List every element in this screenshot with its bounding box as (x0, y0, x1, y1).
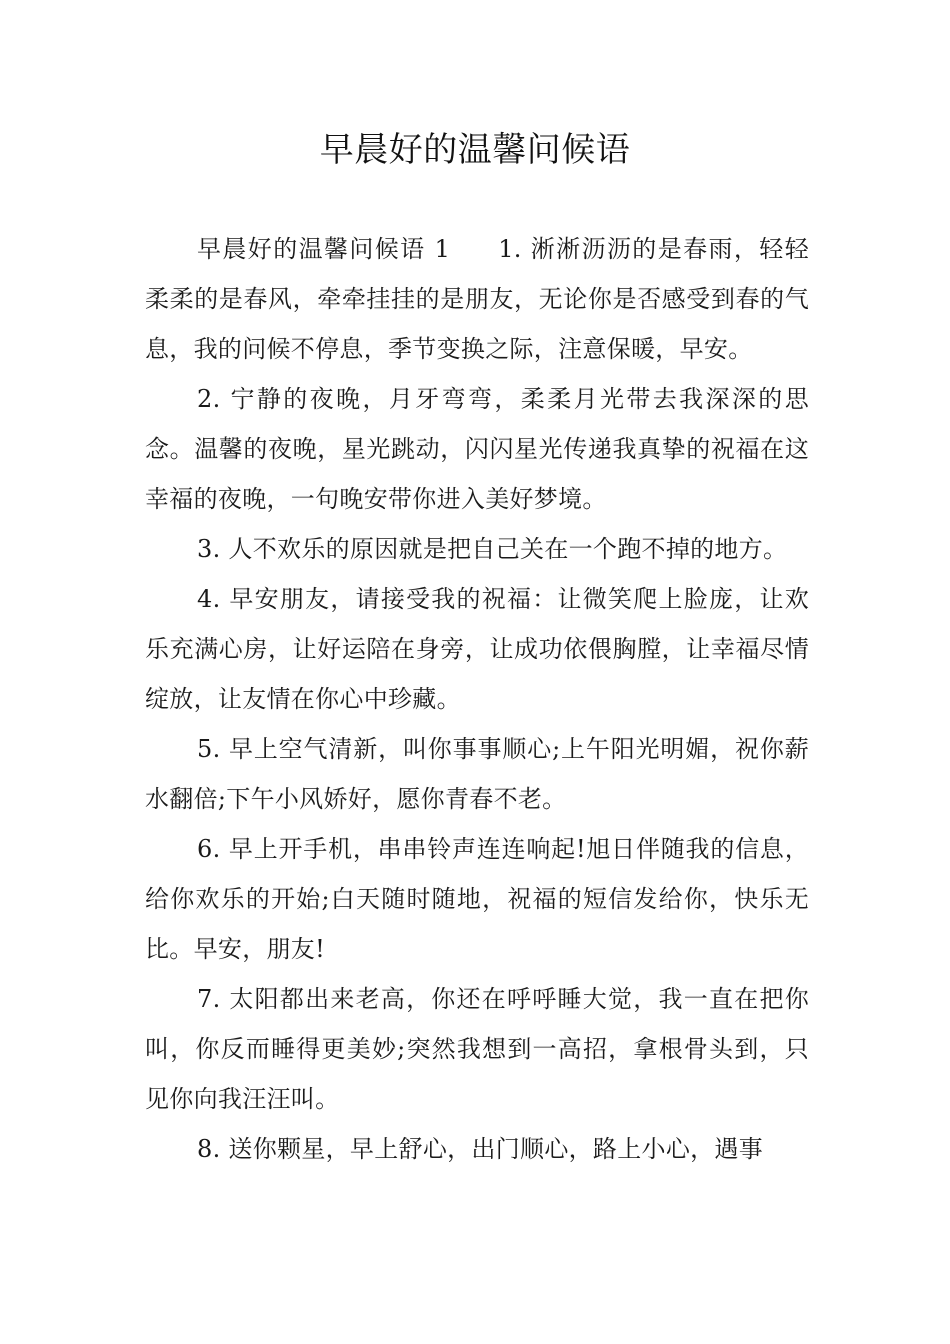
paragraph-text: 1. 淅淅沥沥的是春雨，轻轻柔柔的是春风，牵牵挂挂的是朋友，无论你是否感受到春的气息，我的问候不停息，季节变换之际，注意保暖，早安。 (145, 235, 809, 363)
paragraph-5: 5. 早上空气清新，叫你事事顺心;上午阳光明媚，祝你薪水翻倍;下午小风娇好，愿你青春不老。 (145, 735, 809, 813)
paragraph-2: 2. 宁静的夜晚，月牙弯弯，柔柔月光带去我深深的思念。温馨的夜晚，星光跳动，闪闪星光传递我真挚的祝福在这幸福的夜晚，一句晚安带你进入美好梦境。 (145, 385, 809, 513)
paragraph-7: 7. 太阳都出来老高，你还在呼呼睡大觉，我一直在把你叫，你反而睡得更美妙;突然我想到一高招，拿根骨头到，只见你向我汪汪叫。 (145, 985, 809, 1113)
paragraph-4: 4. 早安朋友，请接受我的祝福：让微笑爬上脸庞，让欢乐充满心房，让好运陪在身旁，让成功依偎胸膛，让幸福尽情绽放，让友情在你心中珍藏。 (145, 585, 809, 713)
paragraph-8: 8. 送你颗星，早上舒心，出门顺心，路上小心，遇事 (197, 1135, 764, 1163)
document-title: 早晨好的温馨问候语 (319, 130, 631, 170)
document-body (145, 224, 809, 1174)
paragraph-1 (145, 224, 809, 374)
section-heading: 早晨好的温馨问候语 1 (197, 235, 451, 263)
paragraph-6: 6. 早上开手机，串串铃声连连响起!旭日伴随我的信息，给你欢乐的开始;白天随时随地，祝福的短信发给你，快乐无比。早安，朋友! (145, 835, 809, 963)
paragraph-3: 3. 人不欢乐的原因就是把自己关在一个跑不掉的地方。 (197, 535, 788, 563)
